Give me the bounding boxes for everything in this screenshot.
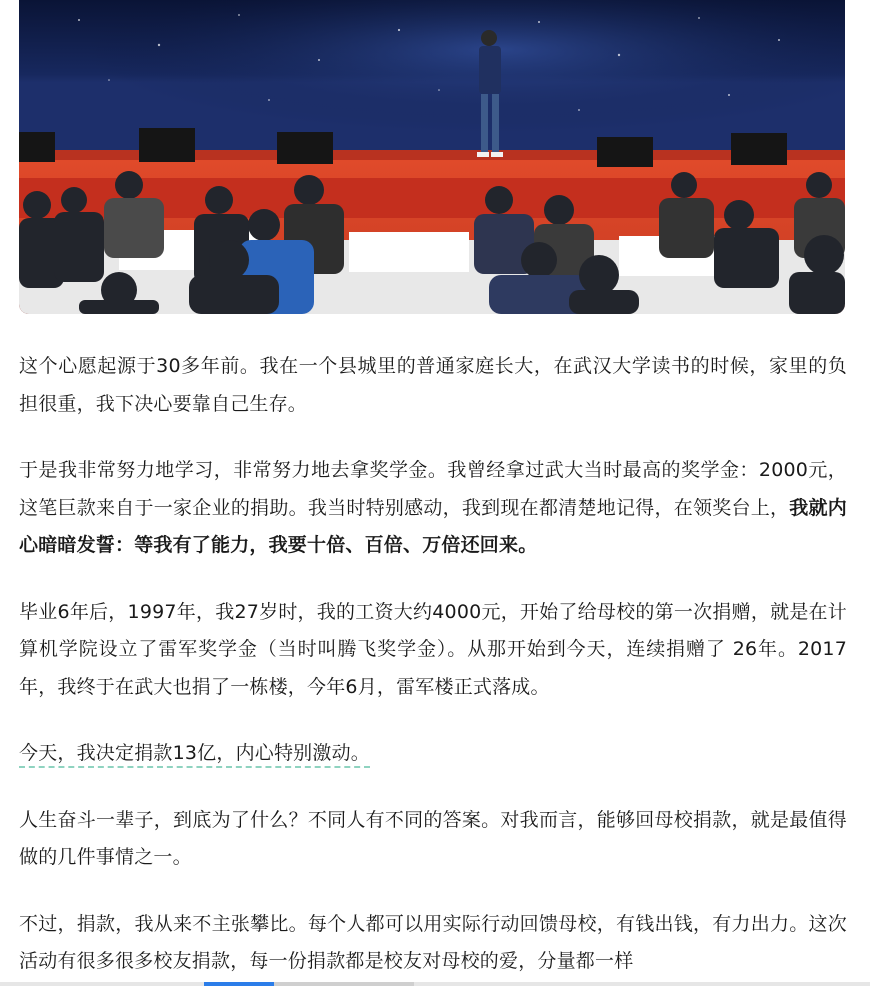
- progress-secondary-segment: [274, 982, 414, 986]
- stage-photo: [19, 0, 845, 314]
- article: [19, 0, 847, 981]
- paragraph-4: [19, 735, 847, 773]
- paragraph-5-text: 人生奋斗一辈子，到底为了什么？不同人有不同的答案。对我而言，能够回母校捐款，就是最值得做的几件事情之一。: [19, 808, 847, 868]
- paragraph-1: [19, 348, 847, 423]
- paragraph-5: [19, 802, 847, 877]
- paragraph-1-text: 这个心愿起源于30多年前。我在一个县城里的普通家庭长大，在武汉大学读书的时候，家里的负担很重，我下决心要靠自己生存。: [19, 355, 847, 415]
- bottom-progress-bar: [0, 982, 870, 986]
- paragraph-2-text: 于是我非常努力地学习，非常努力地去拿奖学金。我曾经拿过武大当时最高的奖学金：2000元，这笔巨款来自于一家企业的捐助。我当时特别感动，我到现在都清楚地记得，在领奖台上，: [19, 459, 847, 519]
- paragraph-3-text: 毕业6年后，1997年，我27岁时，我的工资大约4000元，开始了给母校的第一次捐赠，就是在计算机学院设立了雷军奖学金（当时叫腾飞奖学金）。从那开始到今天，连续捐赠了 26年。2017年，我终于在武大也捐了一栋楼，今年6月，雷军楼正式落成。: [19, 600, 847, 698]
- paragraph-2-bold-text: 我就内心暗暗发誓：等我有了能力，我要十倍、百倍、万倍还回来。: [19, 496, 847, 556]
- stage-photo-image: [19, 0, 845, 314]
- paragraph-2: [19, 452, 847, 565]
- progress-active-segment: [204, 982, 274, 986]
- paragraph-6: [19, 906, 847, 981]
- paragraph-4-annotated-text[interactable]: 今天，我决定捐款13亿，内心特别激动。: [19, 742, 370, 768]
- paragraph-6-text: 不过，捐款，我从来不主张攀比。每个人都可以用实际行动回馈母校，有钱出钱，有力出力。这次活动有很多很多校友捐款，每一份捐款都是校友对母校的爱，分量都一样: [19, 912, 847, 972]
- paragraph-3: [19, 594, 847, 707]
